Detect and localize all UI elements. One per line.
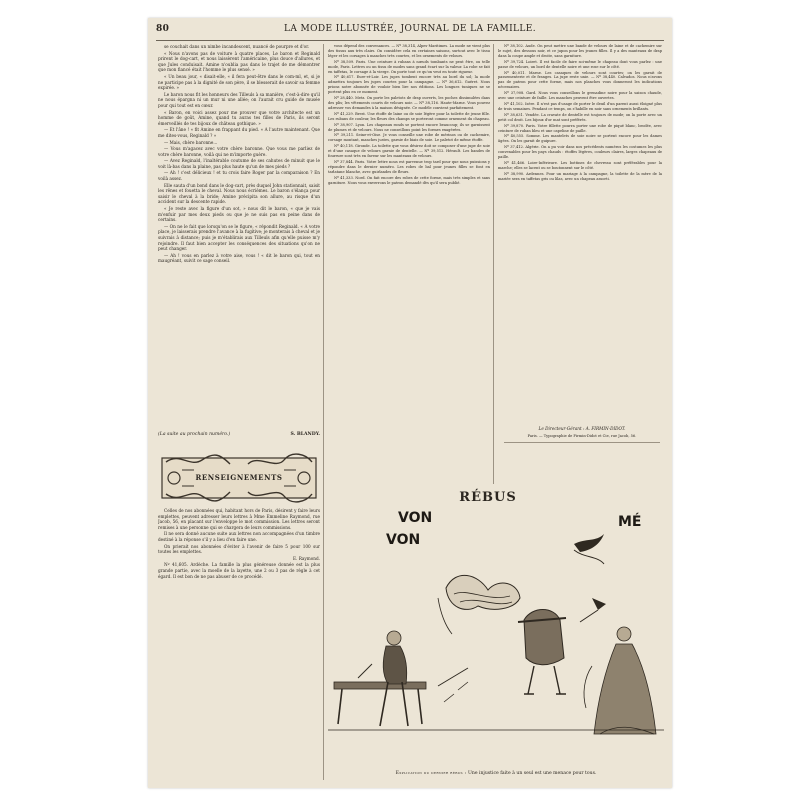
info-paragraph: Celles de nos abonnées qui, habitant hors de Paris, désirent y faire leurs emplettes, peuvent adresser leurs lettres à Mme Emmeline Raymond, rue Jacob, 56, en placant sur l'enveloppe le mot commission. Les lettres seront remises à une personne qui se chargera de leurs commissions. <box>158 508 320 530</box>
info-paragraph: Nº 41,605. Ardèche. La famille la plus généreuse donnée est la plus grande partie, avec la moelle de la layette, une 2 ou 3 pas de règle à cet égard. Il est bon de ne pas abuser de ce procédé. <box>158 562 320 579</box>
ornament-title: RENSEIGNEMENTS <box>195 473 283 482</box>
right-paragraph: Nº 38,102. Aude. On peut mettre une bande de velours de laine et de cachemire sur le sujet, des dessous noir, et ce jupon pour les jeunes filles. Il y a des manteaux de drap dans la coupe ample et droite, sans garniture. <box>498 44 662 58</box>
rebus-hat-figure-icon <box>518 610 566 695</box>
journal-title: LA MODE ILLUSTRÉE, JOURNAL DE LA FAMILLE. <box>283 24 537 34</box>
left-column <box>158 44 320 430</box>
rebus-word-von-bottom: VON <box>386 532 421 548</box>
left-paragraph: « Un beau jour, « disait-elle, « il fera peut-être dans le com-ml, et, si je ne participe pas à la dignité de son père, il se blesserait de savoir sa femme expirée. » <box>158 73 320 91</box>
mid-paragraph: Nº 41,333. Nord. On fait encore des robes de cette forme, mais très simples et sans garniture. Nous vous enverrons le patron demandé dès qu'il sera publié. <box>328 175 490 185</box>
renseignements-ornament <box>160 452 318 504</box>
info-paragraph: On prierait nos abonnées d'éviter à l'avenir de faire 5 pour 100 sur toutes les emplettes. <box>158 543 320 555</box>
left-paragraph: — Et l'âne ! « fit Amine en frappant du pied. « A l'autre maintenant. Que me dites-vous, Reginald ? » <box>158 127 320 138</box>
rebus-divider-icon <box>438 668 468 702</box>
left-paragraph: « Baron, en voici assez pour me prouver que votre architecte est un homme de goût, Amine, quand tu auras tes filles de Paris, ils seront émerveillés de tes bijoux de château gothique. » <box>158 109 320 126</box>
column-divider-left <box>323 44 324 780</box>
mid-paragraph: Nº 28,440. Metz. On porte les paletots de drap ouverts, les poches dissimulées dans des plis; les vêtements courts de velours noir. — Nº 38,116. Haute-Marne. Vous pouvez adresser vos demandes à la maison désignée. Ce modèle convient parfaitement. <box>328 96 490 110</box>
continued-note: (La suite au prochain numéro.) <box>158 432 231 437</box>
right-paragraph: Nº 37,908. Gard. Nous vous conseillons le grenadine noire pour la saison chaude, avec une ceinture de faille. Les manches peuvent être ouvertes. <box>498 91 662 101</box>
rebus-workman-icon <box>334 631 426 726</box>
rebus-spade-icon <box>580 598 606 622</box>
mid-paragraph: Nº 39,211. Seine-et-Oise. Je vous conseille une robe de mérinos ou de cachemire, corsage montant, manches justes, garnie de biais de soie. Le paletot de même étoffe. <box>328 133 490 143</box>
left-paragraph: « Nous n'avons pas de voiture à quatre places, Le baron et Reginald prirent le dog-cart, et nous laissèrent l'américaine, plus douce d'allures, et que Jules conduisait. Amine n'oublia pas dans le trajet de me démontrer que mon fiancé était l'homme le plus sensé. » <box>158 50 320 73</box>
right-paragraph: Nº 38,990. Ardennes. Pour un mariage à la campagne, la toilette de la mère de la mariée sera en taffetas gris ou lilas, avec un chapeau assorti. <box>498 171 662 181</box>
left-paragraph: Le baron nous fit les honneurs des Tilleuls à sa manière, c'est-à-dire qu'il ne nous épargna ni un mur ni une allée; on l'aurait cru guide de musée pour qui tout est en cœur. <box>158 91 320 108</box>
mid-paragraph: Nº 40,118. Gironde. La toilette que vous désirez doit se composer d'une jupe de soie et d'une casaque de velours garnie de dentelle. — Nº 39,512. Hérault. Les bandes de fourrure sont très en faveur sur les manteaux de velours. <box>328 144 490 159</box>
page-header <box>156 24 664 38</box>
left-paragraph: — Ah ! c'est délicieux ! et tu crois faire Roger par la comparaison ? En voilà assez. <box>158 170 320 182</box>
story-author: S. BLANDY. <box>290 432 320 437</box>
right-paragraph: Nº 41,466. Loire-Inférieure. Les bottines de chevreau sont préférables pour la marche; elles se lacent ou se boutonnent sur le côté. <box>498 160 662 170</box>
rebus-caption-label: Explication du dernier rébus : <box>395 771 467 776</box>
info-paragraph: Il ne sera donné aucune suite aux lettres non accompagnées d'un timbre destiné à la réponse s'il y a lieu d'en faire une. <box>158 531 320 542</box>
mid-paragraph: vous dépend des convenances. — Nº 38,314, Alpes-Maritimes. La mode ne vient plus des tissus aux très clairs. On considère cela en certaines saisons, surtout avec le tissu léger et les corsages à manches très courtes, et les ornements de velours. <box>328 44 490 58</box>
mid-paragraph: Nº 38,907. Lyon. Les chapeaux ronds se portent encore beaucoup; ils se garnissent de plumes et de velours. Nous ne conseillons point les formes exagérées. <box>328 122 490 132</box>
mid-paragraph: Nº 38,509. Paris. Une ceinture à rubans à nœuds tombants ne peut être, ou telle mode, Paris. Lettres ou un tissu de modes sans grand écart sur la valeur. La robe se fait en taffetas, le corsage à la vierge. On porte tout ce qu'on veut en toute rigueur. <box>328 59 490 74</box>
right-paragraph: Nº 41,102. Isère. Il n'est pas d'usage de porter le deuil d'un parent aussi éloigné plus de trois semaines. Pendant ce temps, on s'habille en noir sans ornements brillants. <box>498 101 662 111</box>
right-paragraph: Nº 39,870. Paris. Votre fillette pourra porter une robe de piqué blanc, brodée, avec ceinture de ruban bleu et une capeline de paille. <box>498 123 662 133</box>
left-paragraph: — On ne le fait que lorsqu'on se le figure, « répondit Reginald. « A votre place, je laisserais prendre l'avance à la fugitive; je monterais à cheval et je suivrais à distance; puis je m'établirais aux Tilleuls afin qu'elle puisse m'y rejoindre. Il faut bien accepter les conséquences des situations qu'on ne peut changer. <box>158 223 320 252</box>
to-be-continued <box>158 432 320 437</box>
rebus-caption <box>332 771 660 776</box>
info-signature: E. Raymond. <box>292 555 320 561</box>
left-paragraph: — Vous m'agacez avec votre chère baronne. Que vous me parliez de votre chère baronne, voilà qui ne m'importe guère. <box>158 146 320 157</box>
header-rule <box>156 40 664 41</box>
column-divider-right <box>493 44 494 484</box>
left-paragraph: Elle sauta d'un bond dans le dog-cart, près duquel John stationnait, saisit les rênes et fouetta le cheval. Nous nous écrièmes. Le baron s'élança pour saisir le cheval à la bride; Amine précipita son allure, au risque d'un accident sur la descente rapide. <box>158 182 320 205</box>
left-paragraph: — Ah ! vous en parlez à votre aise, vous ! « dit le baron qui, tout en maugréant, suivit ce sage conseil. <box>158 252 320 264</box>
left-paragraph: — Mais, chère baronne... <box>164 139 218 145</box>
rebus-bird-icon <box>574 534 604 564</box>
rebus-word-me: MÉ <box>618 514 642 530</box>
mid-paragraph: Nº 41,229. Brest. Une étoffe de laine ou de soie légère pour la toilette de jeune fille. Les rubans de couleur, les fleurs des champs se porteront comme ornement du chapeau. <box>328 111 490 121</box>
page-number: 80 <box>156 24 170 34</box>
middle-column <box>328 44 490 482</box>
rebus-vine-icon <box>438 575 520 634</box>
rebus-caption-text: Une injustice faite à un seul est une menace pour tous. <box>467 771 597 776</box>
rebus-illustration <box>328 498 664 768</box>
right-paragraph: Nº 40,011. Marne. Les casaques de velours sont courtes; on les garnit de passementerie et de franges. La jupe reste unie. — Nº 38,440. Calvados. Nous n'avons pas de patron pour cette forme, mais nos planches vous donneront les indications nécessaires. <box>498 70 662 90</box>
right-paragraph: Nº 37,412. Algérie. On a pu voir dans nos précédents numéros les costumes les plus convenables pour les pays chauds : étoffes légères, couleurs claires, larges chapeaux de paille. <box>498 145 662 160</box>
left-paragraph: se couchait dans un nimbe incandescent, nuancé de pourpre et d'or. <box>164 44 310 49</box>
rebus-word-von-top: VON <box>398 510 433 526</box>
left-paragraph: « Je reste avec la figure d'un sot, » nous dit le baron, « que je vais m'enfuir par mes deux pieds ou que je ne suis pas en peine dans de certains. <box>158 206 320 223</box>
right-column <box>498 44 662 422</box>
right-paragraph: Nº 38,631. Vendée. La cravate de dentelle est toujours de mode; on la porte avec un petit col droit. Les bijoux d'or mat sont préférés. <box>498 112 662 122</box>
renseignements-text <box>158 508 320 778</box>
left-paragraph: — Avez Reginald, l'inaltérable coutume de ses cahutes de minuit que le voit là-bas dans la plaine, pas plus haute qu'un de mes pieds ? <box>158 158 320 169</box>
printer-line: Paris. — Typographie de Firmin-Didot et Cie, rue Jacob, 56. <box>527 434 637 438</box>
rebus-seated-woman-icon <box>584 627 656 734</box>
right-paragraph: Nº 40,555. Somme. Les mantelets de soie noire se portent encore pour les dames âgées. On les garnit de guipure. <box>498 134 662 144</box>
mid-paragraph: Nº 37,844. Paris. Votre lettre nous est parvenue trop tard pour que nous puissions y répondre dans le dernier numéro. Les robes de bal pour jeunes filles se font en tarlatane blanche, avec guirlandes de fleurs. <box>328 159 490 174</box>
right-paragraph: Nº 39,724. Loiret. Il est facile de faire soi-même le chapeau dont vous parlez : une passe de velours, un bord de dentelle noire et une rose sur le côté. <box>498 59 662 69</box>
rebus-title: RÉBUS <box>459 490 517 505</box>
mid-paragraph: Nº 40,617. Eure-et-Loir. Les jupes tombent encore très au bord du sol; la mode admettra toujours les jupes courtes pour la campagne. — Nº 36,612. Guéret. Nous prions notre abonnée de vouloir bien lire nos éditions. Les longues tuniques ne se portent plus en ce moment. <box>328 75 490 95</box>
signature-rule <box>504 442 660 443</box>
newspaper-page <box>148 18 672 788</box>
director-signature: Le Directeur-Gérant : A. FIRMIN-DIDOT. <box>538 426 626 431</box>
